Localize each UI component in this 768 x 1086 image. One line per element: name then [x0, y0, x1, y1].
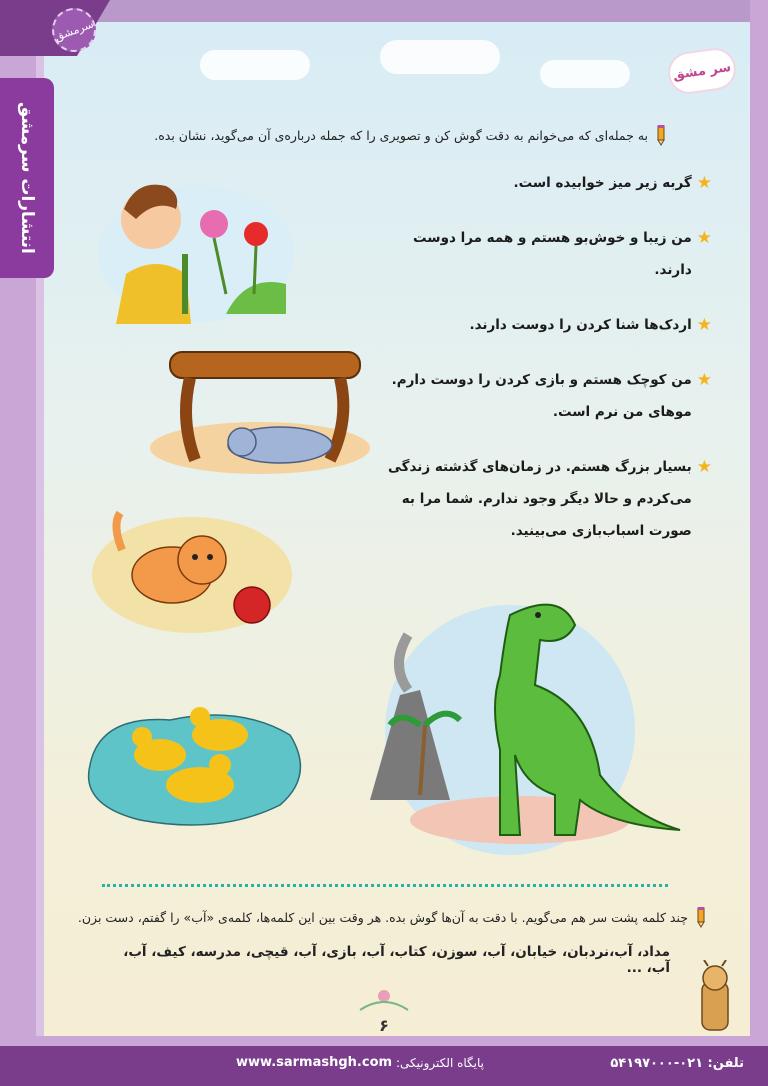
sentence-text: من زیبا و خوش‌بو هستم و همه مرا دوست دارند.	[413, 230, 692, 278]
cat-under-table-illustration	[140, 340, 370, 480]
publisher-name: انتشارات سرمشق	[17, 102, 37, 254]
activity2-instruction	[62, 906, 708, 928]
sentence-item	[372, 227, 712, 286]
footer-site-label: پایگاه الکترونیکی:	[396, 1056, 485, 1070]
dinosaur-illustration	[360, 585, 690, 855]
boy-smelling-flower-illustration	[96, 164, 296, 324]
pencil-icon	[654, 124, 668, 146]
activity1-instruction	[108, 124, 668, 146]
star-icon: ★	[696, 457, 712, 477]
cloud	[380, 40, 500, 74]
star-icon: ★	[696, 228, 712, 248]
frame-top	[0, 0, 768, 22]
kitten-with-yarn-illustration	[92, 505, 292, 635]
section-divider	[102, 884, 668, 888]
brand-badge: سر مشق	[668, 48, 737, 95]
star-icon: ★	[696, 315, 712, 335]
page-number: ۶	[379, 1016, 389, 1035]
sentence-item	[372, 172, 712, 199]
sentence-text: گربه زیر میز خوابیده است.	[513, 175, 692, 191]
footer-phone: تلفن: ۰۲۱-۵۴۱۹۷۰۰۰	[610, 1056, 744, 1071]
star-icon: ★	[696, 173, 712, 193]
sentence-text: بسیار بزرگ هستم. در زمان‌های گذشته زندگی می‌کردم و حالا دیگر وجود ندارم. شما مرا به صورت اسباب‌بازی می‌بینید.	[388, 459, 692, 539]
pencil-icon	[694, 906, 708, 928]
sentence-text: اردک‌ها شنا کردن را دوست دارند.	[469, 317, 692, 333]
flower-ornament-icon	[350, 984, 418, 1018]
cloud	[200, 50, 310, 80]
corner-logo: سرمشق	[46, 2, 102, 58]
word-list: مداد، آب،نردبان، خیابان، آب، سوزن، کتاب، آب، بازی، آب، قیچی، مدرسه، کیف، آب، آب، ...	[123, 944, 670, 976]
activity1-instruction-text: به جمله‌ای که می‌خوانم به دقت گوش کن و تصویری را که جمله درباره‌ی آن می‌گوید، نشان بده.	[154, 127, 648, 143]
frame-right	[750, 0, 768, 1086]
mascot-illustration	[684, 960, 746, 1036]
star-icon: ★	[696, 370, 712, 390]
sentence-text: من کوچک هستم و بازی کردن را دوست دارم. موهای من نرم است.	[391, 372, 692, 420]
publisher-side-tab	[0, 78, 54, 278]
footer-website-link[interactable]: www.sarmashgh.com	[236, 1055, 393, 1070]
sentence-list	[372, 172, 712, 575]
cloud	[540, 60, 630, 88]
ducks-in-pond-illustration	[80, 695, 310, 835]
sentence-item	[372, 314, 712, 341]
activity2-instruction-text: چند کلمه پشت سر هم می‌گویم. با دقت به آن‌ها گوش بده. هر وقت بین این کلمه‌ها، کلمه‌ی «آب» را گفتم، دست بزن.	[77, 909, 688, 925]
sentence-item	[372, 456, 712, 547]
sentence-item	[372, 369, 712, 428]
